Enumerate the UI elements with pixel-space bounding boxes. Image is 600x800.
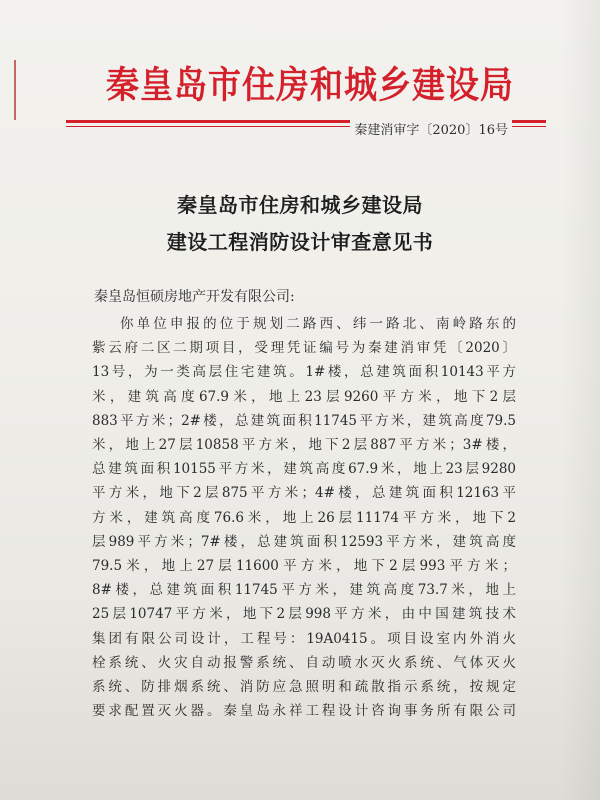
document-number: 秦建消审字〔2020〕16号 xyxy=(350,119,512,138)
recipient: 秦皇岛恒硕房地产开发有限公司: xyxy=(94,289,295,305)
document-title-line-2: 建设工程消防设计审查意见书 xyxy=(166,230,434,254)
body-line: 层989平方米；7#楼，总建筑面积12593平方米，建筑高度 xyxy=(92,533,516,550)
body-line: 方米，建筑高度76.6米，地上26层11174平方米，地下2 xyxy=(92,509,516,526)
body-line: 883平方米；2#楼，总建筑面积11745平方米，建筑高度79.5 xyxy=(92,412,516,429)
issuer-header: 秦皇岛市住房和城乡建设局 xyxy=(106,62,514,107)
body-line: 总建筑面积10155平方米，建筑高度67.9米，地上23层9280 xyxy=(92,461,516,478)
body-line: 你单位申报的位于规划二路西、纬一路北、南岭路东的 xyxy=(120,316,516,332)
body-line: 米，建筑高度67.9米，地上23层9260平方米，地下2层 xyxy=(92,388,516,405)
body-line: 13号，为一类高层住宅建筑。1#楼，总建筑面积10143平方 xyxy=(92,364,516,381)
body-line: 米，地上27层10858平方米，地下2层887平方米；3#楼， xyxy=(92,437,516,454)
body-text xyxy=(92,312,516,723)
document-title-line-1: 秦皇岛市住房和城乡建设局 xyxy=(177,193,423,217)
body-line: 紫云府二区二期项目，受理凭证编号为秦建消审凭〔2020〕 xyxy=(92,340,516,357)
body-line: 平方米，地下2层875平方米；4#楼，总建筑面积12163平 xyxy=(92,485,516,502)
body-line: 系统、防排烟系统、消防应急照明和疏散指示系统，按规定 xyxy=(92,679,516,696)
body-line: 要求配置灭火器。秦皇岛永祥工程设计咨询事务所有限公司 xyxy=(92,703,516,720)
body-line: 8#楼，总建筑面积11745平方米，建筑高度73.7米，地上 xyxy=(92,582,516,599)
body-line: 25层10747平方米，地下2层998平方米，由中国建筑技术 xyxy=(92,606,516,623)
body-line: 栓系统、火灾自动报警系统、自动喷水灭火系统、气体灭火 xyxy=(92,654,516,671)
body-line: 79.5米，地上27层11600平方米，地下2层993平方米； xyxy=(92,558,516,575)
page-shadow xyxy=(560,0,600,800)
margin-mark xyxy=(14,60,16,120)
body-line: 集团有限公司设计，工程号：19A0415。项目设室内外消火 xyxy=(92,630,516,647)
